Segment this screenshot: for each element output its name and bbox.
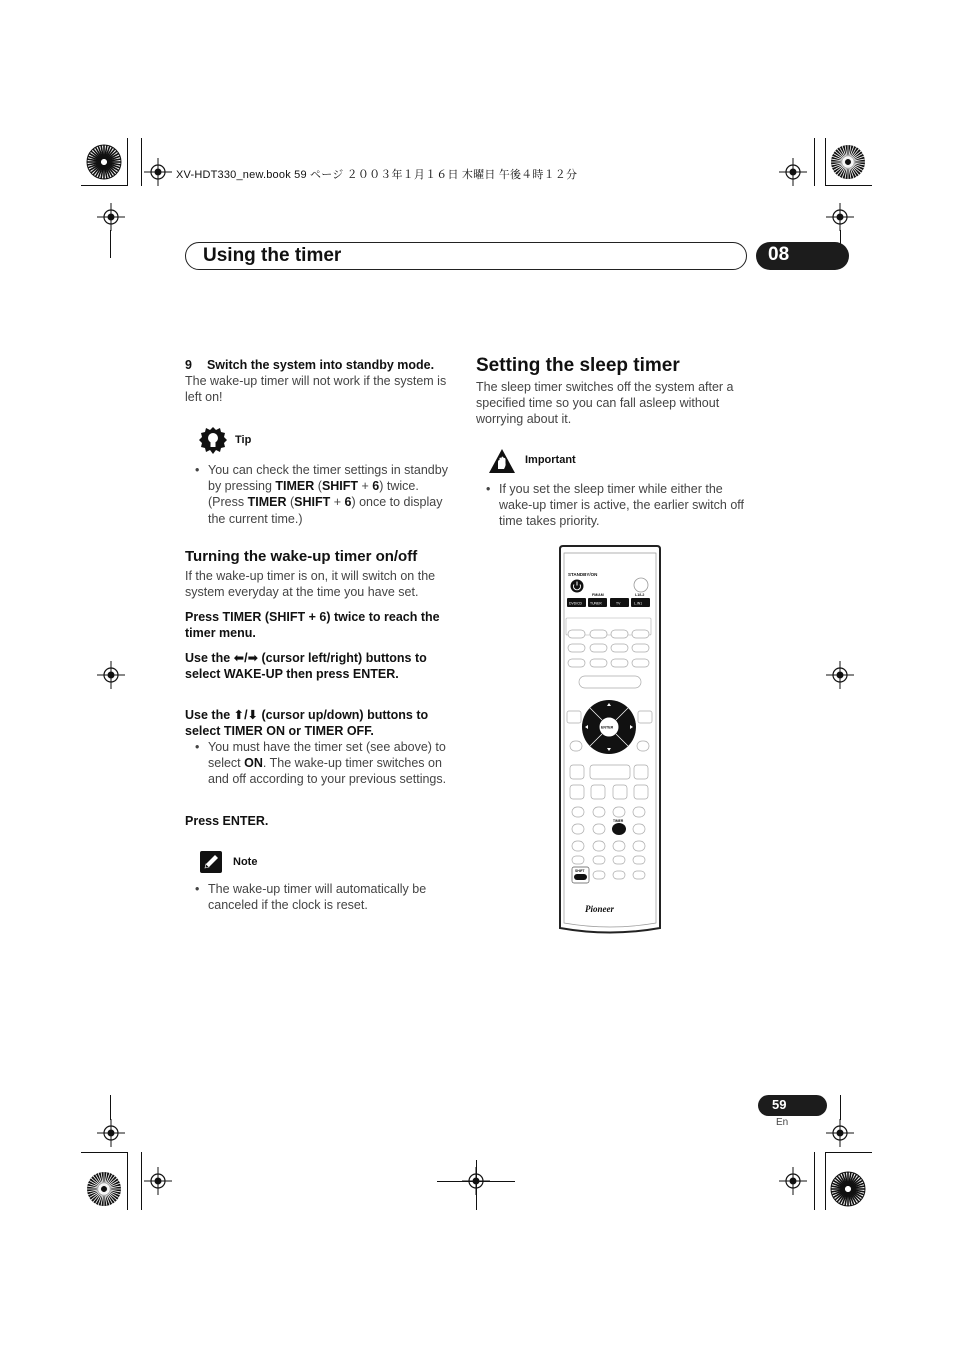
crop-mark — [141, 138, 142, 186]
crop-mark — [814, 1152, 815, 1210]
note-label: Note — [233, 856, 258, 868]
step-4: Press ENTER. — [185, 814, 269, 828]
crosshair-icon — [826, 1119, 854, 1147]
step-9-text: Switch the system into standby mode. — [206, 358, 435, 372]
section-heading-wakeup: Turning the wake-up timer on/off — [185, 548, 418, 565]
svg-text:TUNER: TUNER — [590, 601, 602, 606]
crop-mark — [81, 185, 128, 186]
chapter-title-bar — [185, 242, 747, 270]
crosshair-icon — [144, 1167, 172, 1195]
step-3-bullet: • You must have the timer set (see above) to select ON. The wake-up timer switches on and off according to your previous settings. — [195, 740, 447, 787]
svg-text:L.IN1: L.IN1 — [634, 601, 643, 606]
tip-lightbulb-icon — [199, 427, 227, 454]
remote-brand-logo: Pioneer — [585, 904, 614, 914]
crosshair-icon — [97, 1119, 125, 1147]
crop-mark — [81, 1152, 128, 1153]
page-number: 59 — [772, 1097, 787, 1112]
svg-text:TV: TV — [616, 601, 621, 606]
step-2: Use the ⬅/➡ (cursor left/right) buttons to select WAKE-UP then press ENTER. — [185, 651, 427, 681]
crop-mark — [825, 138, 826, 186]
step-3: Use the ⬆/⬇ (cursor up/down) buttons to select TIMER ON or TIMER OFF. — [185, 708, 429, 738]
crosshair-icon — [779, 158, 807, 186]
section-body-wakeup: If the wake-up timer is on, it will switch on the system everyday at the time you have set. — [185, 569, 436, 600]
step-1: Press TIMER (SHIFT + 6) twice to reach the timer menu. — [185, 610, 440, 640]
crosshair-icon — [97, 203, 125, 231]
crop-mark — [814, 138, 815, 186]
crop-mark — [110, 230, 111, 258]
svg-text:FM/AM: FM/AM — [592, 593, 604, 597]
important-label: Important — [525, 454, 576, 466]
note-bullet: • The wake-up timer will automatically be canceled if the clock is reset. — [195, 882, 427, 913]
remote-standby-label: STANDBY/ON — [568, 572, 598, 577]
remote-timer-button — [612, 823, 626, 835]
svg-text:DVD/CD: DVD/CD — [569, 601, 582, 606]
step-9: 9 Switch the system into standby mode. The wake-up timer will not work if the system is left on! — [185, 357, 457, 405]
crop-mark — [127, 1152, 128, 1210]
svg-text:ENTER: ENTER — [601, 725, 614, 730]
crosshair-icon — [97, 661, 125, 689]
crosshair-icon — [144, 158, 172, 186]
crosshair-icon — [826, 203, 854, 231]
chapter-number-badge — [756, 242, 849, 270]
page-title: Using the timer — [203, 245, 342, 266]
tip-label: Tip — [235, 434, 252, 446]
section-heading-sleep: Setting the sleep timer — [476, 355, 680, 376]
remote-shift-button — [574, 874, 587, 880]
note-pencil-icon — [200, 851, 222, 873]
svg-text:TIMER: TIMER — [613, 819, 624, 823]
section-body-sleep: The sleep timer switches off the system after a specified time so you can fall asleep without worrying about it. — [476, 380, 734, 427]
crop-mark — [127, 138, 128, 186]
chapter-number: 08 — [768, 244, 790, 265]
important-bullet: • If you set the sleep timer while either the wake-up timer is active, the earlier switch off time takes priority. — [486, 482, 745, 529]
page-language: En — [776, 1117, 789, 1128]
star-target-icon — [85, 1170, 123, 1208]
crop-mark — [825, 1152, 872, 1153]
crop-mark — [825, 185, 872, 186]
tip-bullet: • You can check the timer settings in standby by pressing TIMER (SHIFT + 6) twice. (Press TIMER (SHIFT + 6) once to display the current time.) — [195, 463, 448, 526]
file-header: XV-HDT330_new.book 59 ページ ２００３年１月１６日 木曜日 午後４時１２分 — [176, 169, 578, 181]
svg-text:SHIFT: SHIFT — [575, 869, 585, 873]
star-target-icon — [829, 1170, 867, 1208]
crosshair-icon — [826, 661, 854, 689]
important-warning-icon — [489, 449, 515, 473]
star-target-icon — [829, 143, 867, 181]
crop-mark — [141, 1152, 142, 1210]
crop-mark — [825, 1152, 826, 1210]
remote-control-illustration — [558, 545, 662, 935]
svg-text:L1/L2: L1/L2 — [635, 593, 645, 597]
crop-mark — [110, 1095, 111, 1120]
power-button — [571, 580, 584, 593]
star-target-icon — [85, 143, 123, 181]
crop-mark — [476, 1160, 477, 1210]
page-number-badge — [758, 1095, 827, 1116]
crosshair-icon — [779, 1167, 807, 1195]
crop-mark — [840, 1095, 841, 1120]
step-9-body: The wake-up timer will not work if the system is left on! — [185, 374, 447, 405]
